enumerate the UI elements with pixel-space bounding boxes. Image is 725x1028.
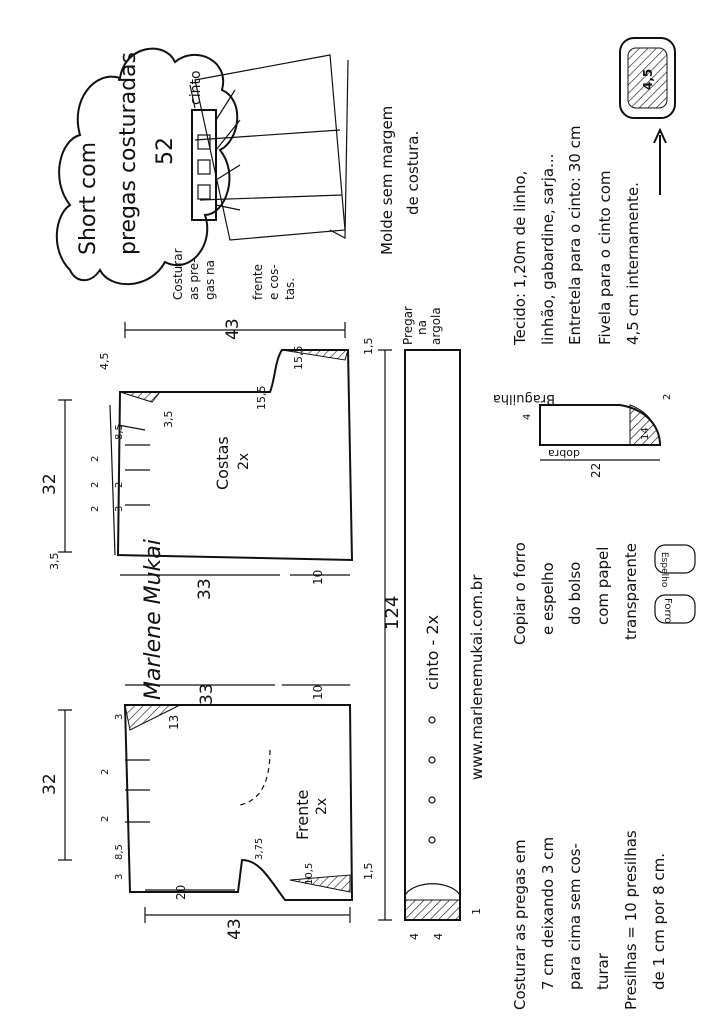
costas-d-10: 10 — [311, 569, 325, 585]
frente-d-10-5: 10,5 — [304, 862, 315, 885]
costas-d-2a: 2 — [90, 455, 101, 462]
cinto-length: 124 — [382, 595, 403, 630]
presilhas-2: de 1 cm por 8 cm. — [650, 852, 668, 990]
costas-d-1-5: 1,5 — [362, 337, 375, 355]
braguilha-piece — [493, 391, 673, 478]
title-line2: pregas costuradas — [116, 52, 141, 255]
copiar-3: do bolso — [566, 561, 584, 625]
braguilha-name: Braguilha — [492, 391, 555, 406]
frente-d-1-5: 1,5 — [362, 862, 375, 880]
belt-hole-icon — [429, 717, 435, 723]
copiar-5: transparente — [622, 543, 640, 640]
buckle-size: 4,5 — [641, 68, 655, 90]
copiar-1: Copiar o forro — [511, 542, 529, 645]
belt-hole-icon — [429, 797, 435, 803]
frente-d-3-75: 3,75 — [254, 837, 265, 860]
costurar-2: 7 cm deixando 3 cm — [539, 836, 557, 990]
frente-w-bottom: 43 — [225, 918, 245, 940]
frente-d-2b: 2 — [100, 815, 111, 822]
website: www.marlenemukai.com.br — [468, 574, 486, 780]
fivela-line2: 4,5 cm internamente. — [624, 182, 642, 345]
title-size: 52 — [153, 137, 178, 165]
costurar-3: para cima sem cos- — [566, 843, 584, 990]
cinto-name: cinto - 2x — [423, 614, 442, 690]
frente-piece — [40, 683, 375, 940]
copiar-2: e espelho — [539, 562, 557, 635]
copiar-4: com papel — [594, 546, 612, 625]
costas-d-3-5b: 3,5 — [48, 552, 61, 570]
pregar-1: Pregar — [401, 306, 415, 345]
costas-d-2b: 2 — [90, 481, 101, 488]
cinto-d-1: 1 — [470, 908, 483, 915]
espelho-tag: Espelho — [659, 552, 669, 588]
frente-d-20: 20 — [174, 884, 188, 900]
frente-qty: 2x — [314, 797, 330, 815]
belt-hole-icon — [429, 837, 435, 843]
costas-d-3: 3 — [114, 505, 125, 512]
costas-d-2d: 2 — [90, 505, 101, 512]
frente-d-3a: 3 — [114, 713, 125, 720]
braguilha-dobra: dobra — [548, 447, 580, 460]
sew-note-5: e cos- — [267, 264, 281, 300]
tecido-line1: Tecido: 1,20m de linho, — [511, 170, 529, 345]
cinto-d-4b: 4 — [432, 933, 445, 940]
costas-w-bottom: 33 — [195, 578, 215, 600]
cinto-d-4a: 4 — [408, 933, 421, 940]
presilhas-1: Presilhas = 10 presilhas — [622, 830, 640, 1010]
materials-notes — [511, 38, 675, 346]
costas-w-top: 43 — [223, 318, 243, 340]
molde-note — [378, 106, 422, 255]
frente-d-8-5: 8,5 — [114, 844, 125, 860]
frente-d-10: 10 — [311, 684, 325, 700]
frente-d-2a: 2 — [100, 768, 111, 775]
fivela-line1: Fivela para o cinto com — [596, 170, 614, 345]
copiar-note — [511, 542, 695, 645]
costas-qty: 2x — [236, 452, 252, 470]
title-line1: Short com — [76, 141, 101, 255]
sew-note-2: as pre- — [187, 258, 201, 300]
costas-d-8-5: 8,5 — [114, 424, 125, 440]
molde-note-1: Molde sem margem — [378, 105, 396, 255]
costurar-4: turar — [594, 953, 612, 990]
costas-d-15-5a: 15,5 — [292, 345, 305, 370]
signature-text: Marlene Mukai — [141, 539, 166, 700]
frente-d-13: 13 — [167, 714, 181, 730]
braguilha-d-22: 22 — [589, 462, 603, 478]
frente-name: Frente — [293, 789, 312, 840]
frente-d-3b: 3 — [114, 873, 125, 880]
forro-tag: Forro — [662, 598, 673, 624]
frente-h-left: 32 — [40, 773, 60, 795]
costas-piece — [40, 318, 375, 600]
entretela-line: Entretela para o cinto: 30 cm — [566, 125, 584, 345]
pregar-3: argola — [429, 307, 443, 345]
sew-note-3: gas na — [203, 260, 217, 300]
molde-note-2: de costura. — [404, 130, 422, 215]
costas-d-2c: 2 — [114, 481, 125, 488]
shorts-illustration — [171, 55, 348, 300]
costas-name: Costas — [213, 436, 232, 490]
frente-w-top: 33 — [197, 683, 217, 705]
braguilha-d-4: 4 — [522, 413, 533, 420]
costas-d-15-5b: 15,5 — [255, 385, 268, 410]
tecido-line2: linhão, gabardine, sarja... — [539, 153, 557, 345]
cinto-label: cinto — [188, 70, 204, 105]
braguilha-d-14: 14 — [640, 427, 651, 440]
costas-d-3-5: 3,5 — [162, 410, 175, 428]
costurar-1: Costurar as pregas em — [511, 839, 529, 1010]
costas-h-left: 32 — [40, 473, 60, 495]
sew-note-4: frente — [251, 264, 265, 300]
signature — [141, 539, 166, 700]
costurar-note — [511, 830, 668, 1010]
costas-d-4-5: 4,5 — [98, 352, 111, 370]
pregar-2: na — [415, 320, 429, 335]
sew-note-1: Costurar — [171, 248, 185, 300]
belt-hole-icon — [429, 757, 435, 763]
braguilha-d-2: 2 — [662, 393, 673, 400]
sew-note-6: tas. — [283, 277, 297, 300]
